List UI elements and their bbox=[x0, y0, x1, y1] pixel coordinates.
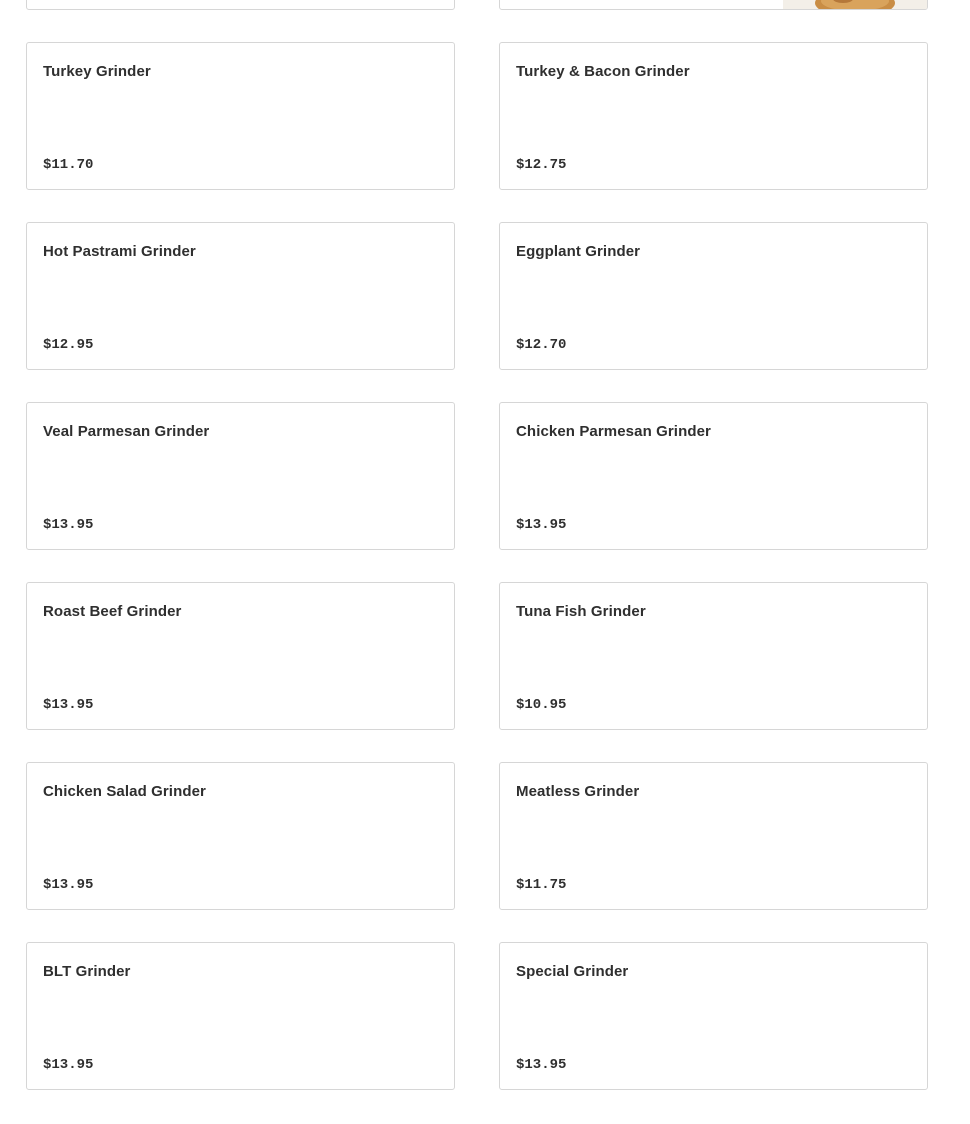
menu-item-card[interactable] bbox=[26, 582, 455, 730]
menu-item-grid bbox=[26, 0, 928, 1090]
menu-item-card[interactable] bbox=[499, 222, 928, 370]
menu-item-name: Veal Parmesan Grinder bbox=[43, 423, 210, 440]
menu-item-price: $13.95 bbox=[43, 1057, 94, 1073]
menu-item-card[interactable] bbox=[26, 942, 455, 1090]
menu-item-price: $13.95 bbox=[43, 697, 94, 713]
menu-item-card[interactable] bbox=[499, 942, 928, 1090]
menu-item-card[interactable] bbox=[499, 582, 928, 730]
menu-item-price: $11.70 bbox=[43, 157, 94, 173]
menu-item-name: Meatless Grinder bbox=[516, 783, 640, 800]
menu-item-name: Eggplant Grinder bbox=[516, 243, 641, 260]
menu-item-name: BLT Grinder bbox=[43, 963, 131, 980]
sandwich-photo-icon bbox=[783, 0, 927, 9]
menu-item-card[interactable] bbox=[26, 222, 455, 370]
menu-item-price: $13.95 bbox=[516, 1057, 567, 1073]
menu-item-price: $12.75 bbox=[516, 157, 567, 173]
menu-item-name: Tuna Fish Grinder bbox=[516, 603, 646, 620]
menu-item-name: Hot Pastrami Grinder bbox=[43, 243, 196, 260]
menu-item-card[interactable] bbox=[499, 762, 928, 910]
menu-item-price: $10.95 bbox=[516, 697, 567, 713]
menu-item-price: $13.95 bbox=[516, 517, 567, 533]
menu-item-name: Turkey & Bacon Grinder bbox=[516, 63, 690, 80]
menu-item-name: Special Grinder bbox=[516, 963, 629, 980]
menu-item-card[interactable] bbox=[499, 42, 928, 190]
menu-item-card[interactable] bbox=[26, 762, 455, 910]
menu-item-price: $13.95 bbox=[43, 877, 94, 893]
menu-item-card[interactable] bbox=[499, 402, 928, 550]
menu-item-card-partial[interactable] bbox=[26, 0, 455, 10]
menu-item-name: Chicken Parmesan Grinder bbox=[516, 423, 711, 440]
menu-item-card-partial-with-image[interactable] bbox=[499, 0, 928, 10]
menu-item-price: $12.95 bbox=[43, 337, 94, 353]
menu-item-card[interactable] bbox=[26, 402, 455, 550]
menu-item-price: $13.95 bbox=[43, 517, 94, 533]
menu-item-price: $12.70 bbox=[516, 337, 567, 353]
menu-item-name: Turkey Grinder bbox=[43, 63, 151, 80]
menu-item-card[interactable] bbox=[26, 42, 455, 190]
menu-item-price: $11.75 bbox=[516, 877, 567, 893]
menu-item-name: Chicken Salad Grinder bbox=[43, 783, 206, 800]
food-image bbox=[783, 0, 927, 9]
menu-item-name: Roast Beef Grinder bbox=[43, 603, 182, 620]
